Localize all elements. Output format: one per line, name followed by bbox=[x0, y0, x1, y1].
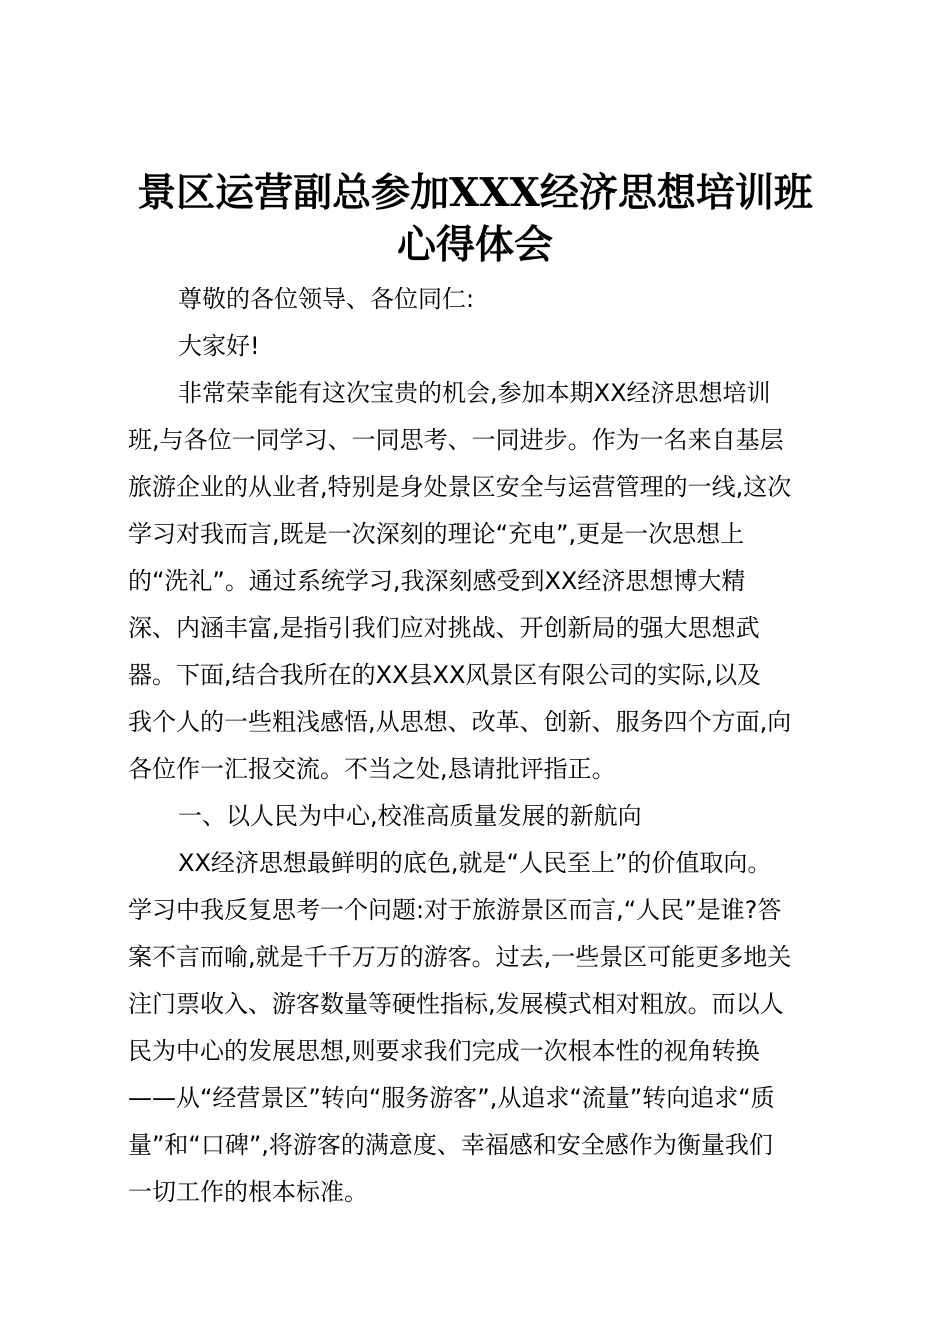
paragraph-line: 深、内涵丰富,是指引我们应对挑战、开创新局的强大思想武 bbox=[128, 614, 760, 642]
greeting: 大家好! bbox=[178, 332, 260, 360]
paragraph-line: 注门票收入、游客数量等硬性指标,发展模式相对粗放。而以人 bbox=[128, 990, 784, 1018]
document-body bbox=[128, 276, 828, 1216]
paragraph-line: 班,与各位一同学习、一同思考、一同进步。作为一名来自基层 bbox=[128, 426, 784, 454]
paragraph-line: 民为中心的发展思想,则要求我们完成一次根本性的视角转换 bbox=[128, 1037, 760, 1065]
salutation: 尊敬的各位领导、各位同仁: bbox=[178, 285, 475, 313]
paragraph-line: XX经济思想最鲜明的底色,就是“人民至上”的价值取向。 bbox=[178, 849, 772, 877]
paragraph-line: ——从“经营景区”转向“服务游客”,从追求“流量”转向追求“质 bbox=[128, 1084, 775, 1112]
section-heading: 一、以人民为中心,校准高质量发展的新航向 bbox=[178, 802, 642, 830]
paragraph-line: 器。下面,结合我所在的XX县XX风景区有限公司的实际,以及 bbox=[128, 661, 762, 689]
paragraph-line: 案不言而喻,就是千千万万的游客。过去,一些景区可能更多地关 bbox=[128, 943, 792, 971]
paragraph-line: 非常荣幸能有这次宝贵的机会,参加本期XX经济思想培训 bbox=[178, 379, 771, 407]
paragraph-line: 一切工作的根本标准。 bbox=[128, 1178, 368, 1206]
paragraph-line: 各位作一汇报交流。不当之处,恳请批评指正。 bbox=[128, 755, 616, 783]
paragraph-line: 的“洗礼”。通过系统学习,我深刻感受到XX经济思想博大精 bbox=[128, 567, 746, 595]
paragraph-line: 学习中我反复思考一个问题:对于旅游景区而言,“人民”是谁?答 bbox=[128, 896, 782, 924]
document-title-line-2: 心得体会 bbox=[396, 222, 553, 268]
paragraph-line: 我个人的一些粗浅感悟,从思想、改革、创新、服务四个方面,向 bbox=[128, 708, 792, 736]
paragraph-line: 学习对我而言,既是一次深刻的理论“充电”,更是一次思想上 bbox=[128, 520, 745, 548]
document-title-line-1: 景区运营副总参加XXX经济思想培训班 bbox=[137, 170, 813, 216]
paragraph-line: 旅游企业的从业者,特别是身处景区安全与运营管理的一线,这次 bbox=[128, 473, 792, 501]
paragraph-line: 量”和“口碑”,将游客的满意度、幸福感和安全感作为衡量我们 bbox=[128, 1131, 773, 1159]
